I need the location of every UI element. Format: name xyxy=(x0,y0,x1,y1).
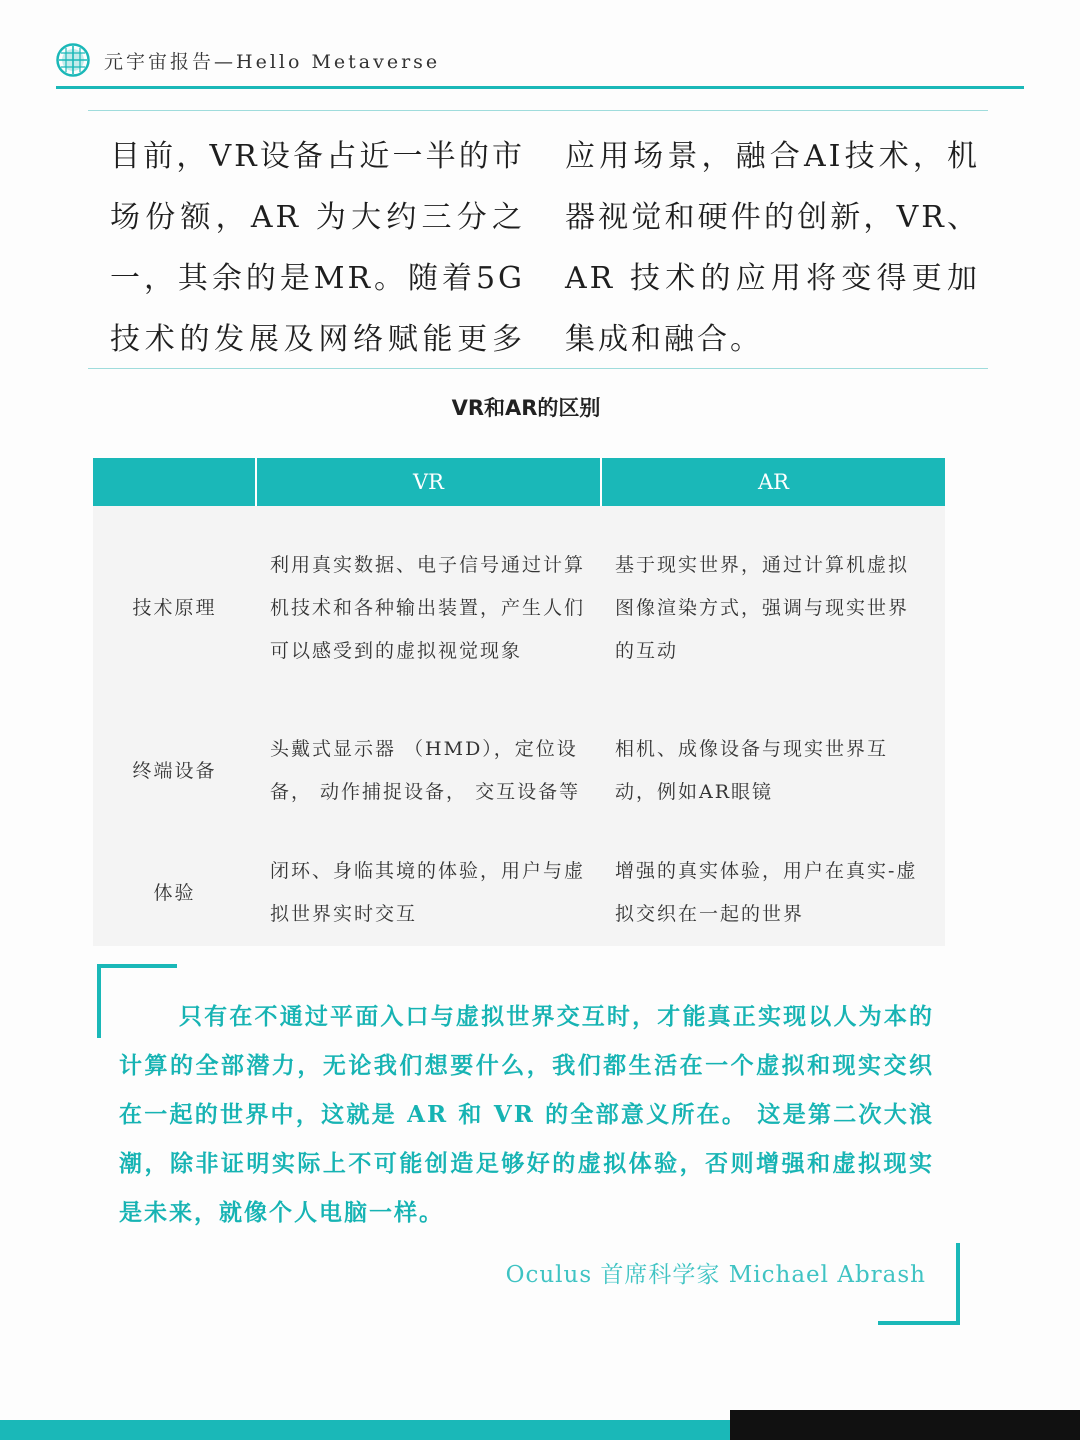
comparison-table xyxy=(93,458,945,946)
header-cell-vr: VR xyxy=(256,458,601,506)
intro-paragraph: 目前，VR设备占近一半的市场份额，AR 为大约三分之一，其余的是MR。随着5G技术的发展及网络赋能更多应用场景，融合AI技术，机器视觉和硬件的创新，VR、 AR 技术的应用将变得更加集成和融合。 xyxy=(110,139,980,357)
table-header-row xyxy=(93,458,945,506)
vr-cell: 闭环、身临其境的体验，用户与虚拟世界实时交互 xyxy=(270,860,586,925)
header-title: 元宇宙报告—Hello Metaverse xyxy=(104,50,441,73)
table-title: VR和AR的区别 xyxy=(451,396,601,420)
page-header xyxy=(56,40,440,80)
ar-cell: 基于现实世界，通过计算机虚拟图像渲染方式，强调与现实世界的互动 xyxy=(615,553,910,662)
table-row xyxy=(93,506,945,702)
header-cell-empty xyxy=(93,458,256,506)
intro-bottom-rule xyxy=(88,368,988,369)
footer-bar-black xyxy=(730,1410,1080,1440)
footer-bar-teal xyxy=(0,1420,730,1440)
quote-text: 只有在不通过平面入口与虚拟世界交互时，才能真正实现以人为本的计算的全部潜力，无论我们想要什么，我们都生活在一个虚拟和现实交织在一起的世界中，这就是 AR 和 VR 的全部意义所在。 这是第二次大浪潮，除非证明实际上不可能创造足够好的虚拟体验，否则增强和虚拟现实是未来，就像个人电脑一样。 xyxy=(119,1003,934,1226)
globe-grid-icon xyxy=(56,43,90,77)
quote-bracket-top-left-vertical xyxy=(97,964,101,1038)
ar-cell: 相机、成像设备与现实世界互动，例如AR眼镜 xyxy=(615,738,889,803)
quote-bracket-top-left xyxy=(97,964,177,968)
row-label: 体验 xyxy=(153,881,196,904)
table-row xyxy=(93,702,945,840)
intro-top-rule xyxy=(88,110,988,111)
vr-cell: 利用真实数据、电子信号通过计算机技术和各种输出装置，产生人们可以感受到的虚拟视觉现象 xyxy=(270,553,586,662)
header-rule xyxy=(56,86,1024,89)
row-label: 技术原理 xyxy=(132,596,217,619)
ar-cell: 增强的真实体验，用户在真实-虚拟交织在一起的世界 xyxy=(615,860,918,925)
vr-cell: 头戴式显示器 （HMD），定位设备， 动作捕捉设备， 交互设备等 xyxy=(270,738,581,803)
quote-bracket-bottom-right xyxy=(878,1321,960,1325)
header-cell-ar: AR xyxy=(601,458,945,506)
table-row xyxy=(93,840,945,946)
quote-bracket-bottom-right-vertical xyxy=(956,1243,960,1325)
row-label: 终端设备 xyxy=(132,759,217,782)
quote-attribution: Oculus 首席科学家 Michael Abrash xyxy=(505,1262,926,1288)
